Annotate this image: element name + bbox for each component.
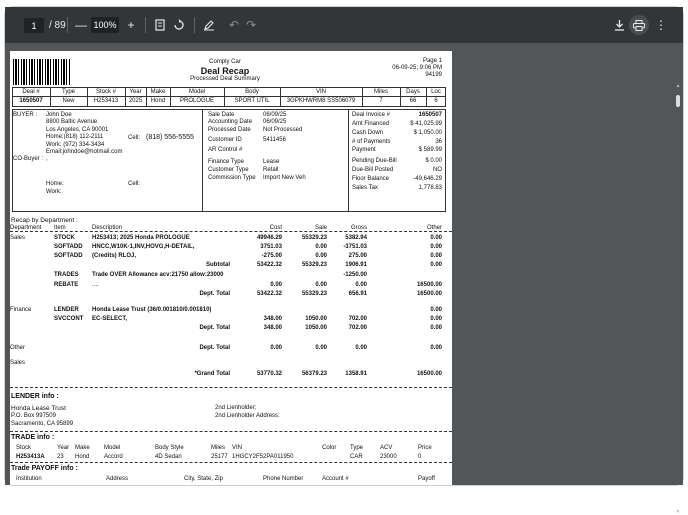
column-divider (50, 87, 51, 107)
recap-cost: 0.00 (270, 282, 282, 288)
column-divider (362, 87, 363, 107)
recap-column-header: Other (426, 225, 442, 231)
recap-other: 0.00 (430, 244, 442, 250)
recap-sale: 0.00 (315, 282, 327, 288)
trade-column-header: Miles (211, 445, 226, 451)
buyer-address-line2: Los Angeles, CA 90001 (46, 127, 109, 133)
column-divider (400, 87, 401, 107)
column-divider (280, 87, 281, 107)
more-options-icon[interactable]: ⋮ (655, 18, 667, 32)
recap-sale: 0.00 (315, 253, 327, 259)
deal-column-value: Hond (150, 98, 166, 104)
trade-column-value: 0 (418, 454, 422, 460)
trade-column-value: 4D Sedan (155, 454, 182, 460)
deal-column-header: Loc (431, 89, 441, 95)
recap-description: HNCC,W10K-1,INV,HOVG,H-DETAIL, (92, 244, 195, 250)
trade-column-value: 23 (57, 454, 64, 460)
trade-column-header: Make (75, 445, 90, 451)
recap-item: SVCCONT (54, 316, 84, 322)
trade-column-value: 1HGCY2F52PA011950 (232, 454, 294, 460)
lender-address-line1: P.O. Box 997509 (11, 413, 56, 419)
scrollbar-thumb[interactable] (676, 95, 680, 107)
recap-total-label: *Grand Total (194, 371, 230, 377)
recap-other: 16500.00 (416, 291, 442, 297)
deal-column-header: Year (129, 89, 142, 95)
trade-column-header: Year (57, 445, 70, 451)
recap-other: 16500.00 (416, 371, 442, 377)
trade-column-value: 23000 (380, 454, 397, 460)
recap-other: 0.00 (430, 235, 442, 241)
toolbar-divider (194, 17, 195, 33)
recap-department: Finance (10, 307, 32, 313)
recap-sale: 55329.23 (301, 235, 327, 241)
recap-sale: 55329.23 (301, 262, 327, 268)
recap-other: 0.00 (430, 253, 442, 259)
recap-cost: 3751.03 (260, 244, 282, 250)
date-field-value: 06/09/25 (263, 112, 287, 118)
deal-info-value: $ 0.00 (425, 158, 442, 164)
date-field-value: Retail (263, 167, 279, 173)
trade-heading: TRADE info : (11, 434, 55, 441)
toolbar-divider (145, 17, 146, 33)
date-field-value: Lease (263, 159, 280, 165)
deal-column-value: PROLOGUE (179, 98, 214, 104)
recap-cost: 348.00 (263, 316, 282, 322)
recap-gross: 1358.91 (345, 371, 367, 377)
deal-column-header: Body (245, 89, 259, 95)
cobuyer-label: CO-Buyer : (13, 156, 44, 162)
report-datetime: 06-09-25; 9:06 PM (392, 65, 442, 71)
date-field-label: Customer Type (208, 167, 249, 173)
recap-item: STOCK (54, 235, 75, 241)
trade-column-header: Body Style (155, 445, 184, 451)
column-divider (170, 87, 171, 107)
recap-gross: 1906.91 (345, 262, 367, 268)
buyer-label: BUYER : (13, 112, 38, 118)
recap-item: REBATE (54, 282, 79, 288)
pdf-toolbar (5, 7, 683, 43)
toolbar-divider (67, 17, 68, 33)
trade-column-value: Accord (104, 454, 123, 460)
buyer-work-phone: Work: (972) 334-3434 (46, 142, 105, 148)
download-icon[interactable] (611, 17, 627, 33)
lender-address-line2: Sacramento, CA 95899 (11, 421, 74, 427)
barcode-image (13, 59, 71, 85)
recap-gross: 0.00 (355, 282, 367, 288)
buyer-home-phone: Home:(818) 112-2111 (46, 134, 104, 140)
deal-info-label: # of Payments (352, 139, 391, 145)
date-field-value: 5411456 (263, 137, 286, 143)
recap-gross: 702.00 (348, 325, 367, 331)
section-divider (10, 431, 452, 432)
recap-description: Honda Lease Trust (36/0.001810/0.001810) (92, 307, 212, 313)
recap-column-header: Cost (269, 225, 282, 231)
recap-cost: 348.00 (263, 325, 282, 331)
deal-info-label: Cash Down (352, 130, 384, 136)
deal-column-value: H253413 (93, 98, 119, 104)
section-divider (10, 462, 452, 463)
recap-description: .... (92, 282, 99, 288)
redo-icon[interactable]: ↷ (245, 18, 257, 32)
recap-gross: -3751.03 (343, 244, 367, 250)
deal-column-header: VIN (315, 89, 326, 95)
deal-info-label: Pending Due-Bill (352, 158, 397, 164)
recap-other: 0.00 (430, 316, 442, 322)
column-divider (125, 87, 126, 107)
lender-heading: LENDER info : (11, 393, 59, 400)
zoom-out-button[interactable]: — (75, 18, 87, 32)
deal-info-label: Deal Invoice # (352, 112, 391, 118)
buyer-cell-phone: (818) 556-5555 (146, 134, 194, 141)
trade-column-header: VIN (232, 445, 243, 451)
deal-column-value: 2025 (128, 98, 143, 104)
trade-column-header: Type (350, 445, 364, 451)
recap-other: 16500.00 (416, 282, 442, 288)
deal-info-value: -49,646.29 (413, 176, 442, 182)
page-indicator (24, 18, 66, 33)
deal-column-value: 7 (379, 98, 383, 104)
trade-column-header: Color (322, 445, 337, 451)
date-field-value: Not Processed (263, 127, 303, 133)
second-lienholder-label: 2nd Lienholder: (215, 405, 257, 411)
date-field-label: AR Control # (208, 147, 243, 153)
recap-column-header: Department (10, 225, 42, 231)
column-divider (224, 87, 225, 107)
column-divider (146, 87, 147, 107)
deal-column-value: 66 (409, 98, 417, 104)
date-field-label: Finance Type (208, 159, 244, 165)
deal-info-value: NO (433, 167, 442, 173)
trade-column-header: Price (418, 445, 432, 451)
report-title: Deal Recap (200, 66, 250, 76)
deal-column-header: Deal # (22, 89, 40, 95)
scroll-up-arrow[interactable]: ▲ (675, 83, 681, 89)
deal-column-header: Model (188, 89, 206, 95)
recap-gross: 5382.94 (345, 235, 367, 241)
pdf-viewer-window (5, 7, 683, 515)
deal-info-label: Due-Bill Posted (352, 167, 394, 173)
date-field-label: Accounting Date (208, 119, 253, 125)
recap-description: H253413; 2025 Honda PROLOGUE (92, 235, 190, 241)
recap-column-header: Description (92, 225, 123, 231)
recap-item: SOFTADD (54, 244, 83, 250)
print-icon[interactable] (629, 15, 649, 35)
deal-info-label: Payment (352, 147, 376, 153)
recap-item: LENDER (54, 307, 79, 313)
buyer-cell-label: Cell: (128, 135, 141, 141)
column-divider (202, 109, 203, 212)
report-code: 94199 (425, 72, 442, 78)
recap-item: TRADES (54, 272, 79, 278)
recap-column-header: Item (54, 225, 66, 231)
deal-column-header: Stock # (95, 89, 116, 95)
trade-column-value: 25177 (211, 454, 228, 460)
deal-info-value: 36 (435, 139, 442, 145)
rotate-icon[interactable] (171, 17, 187, 33)
recap-cost: 53422.32 (256, 291, 282, 297)
recap-department: Sales (10, 235, 26, 241)
payoff-column-header: Payoff (418, 476, 435, 482)
fit-page-icon[interactable] (152, 17, 168, 33)
date-field-label: Sale Date (208, 112, 235, 118)
buyer-email: Email:johndoe@hotmail.com (46, 149, 123, 155)
recap-gross: 275.00 (348, 253, 367, 259)
recap-other: 0.00 (430, 307, 442, 313)
recap-cost: -275.00 (261, 253, 282, 259)
recap-cost: 53770.32 (256, 371, 282, 377)
deal-column-value: 1650507 (19, 98, 43, 104)
deal-info-value: 1,778.83 (418, 185, 442, 191)
column-divider (87, 87, 88, 107)
recap-bottom-divider (10, 387, 452, 388)
recap-department: Sales (10, 360, 26, 366)
recap-column-header: Gross (350, 225, 367, 231)
deal-column-header: Make (150, 89, 166, 95)
payoff-column-header: Phone Number (263, 476, 304, 482)
recap-gross: 702.00 (348, 316, 367, 322)
recap-description: EC-SELECT, (92, 316, 128, 322)
lender-name: Honda Lease Trust (11, 405, 66, 412)
trade-column-value: H253413A (16, 454, 45, 460)
date-field-label: Customer ID (208, 137, 242, 143)
date-field-label: Processed Date (208, 127, 251, 133)
deal-column-value: 6 (434, 98, 438, 104)
annotate-pen-icon[interactable] (201, 17, 217, 33)
recap-other: 0.00 (430, 325, 442, 331)
deal-column-value: 3GPKHWRM8 SS506079 (286, 98, 356, 104)
payoff-column-header: City, State, Zip (184, 476, 223, 482)
recap-sale: 56379.23 (301, 371, 327, 377)
buyer-name: John Doe (46, 112, 72, 118)
date-field-value: 06/09/25 (263, 119, 287, 125)
scroll-down-arrow[interactable]: ▼ (675, 509, 681, 515)
recap-total-label: Dept. Total (199, 325, 230, 331)
vertical-scrollbar[interactable] (675, 83, 681, 515)
recap-header-divider (10, 231, 452, 232)
deal-column-value: New (62, 98, 75, 104)
page-total-label: / 89 (49, 20, 66, 31)
deal-info-value: $ 1,050.00 (413, 130, 442, 136)
trade-column-header: Stock (16, 445, 32, 451)
payoff-column-header: Address (106, 476, 129, 482)
company-name: Comply Car (209, 59, 241, 65)
deal-info-label: Sales Tax (352, 185, 378, 191)
deal-column-value: SPORT UTIL (234, 98, 270, 104)
recap-total-label: Dept. Total (199, 291, 230, 297)
recap-description: Trade OVER Allowance acv:21750 allow:23000 (92, 272, 224, 278)
trade-column-header: Model (104, 445, 121, 451)
recap-cost: 0.00 (270, 345, 282, 351)
trade-column-header: ACV (380, 445, 393, 451)
cobuyer-name: , (46, 156, 48, 162)
recap-department: Other (10, 345, 26, 351)
recap-gross: -1250.00 (343, 272, 367, 278)
recap-sale: 55329.23 (301, 291, 327, 297)
date-field-label: Commission Type (208, 175, 256, 181)
recap-sale: 0.00 (315, 345, 327, 351)
document-viewport[interactable] (5, 43, 683, 515)
column-divider (426, 87, 427, 107)
deal-column-header: Miles (373, 89, 388, 95)
recap-sale: 1050.00 (305, 316, 327, 322)
recap-total-label: Subtotal (206, 262, 230, 268)
deal-info-value: 1650507 (418, 112, 442, 118)
recap-cost: 53422.32 (256, 262, 282, 268)
payoff-column-header: Institution (16, 476, 42, 482)
recap-total-label: Dept. Total (199, 345, 230, 351)
zoom-in-button[interactable]: + (127, 18, 135, 32)
cobuyer-home-label: Home: (46, 181, 64, 187)
buyer-address-line1: 8800 Baltic Avenue (46, 119, 98, 125)
deal-column-header: Type (61, 89, 75, 95)
column-divider (348, 109, 349, 212)
recap-sale: 1050.00 (305, 325, 327, 331)
recap-sale: 0.00 (315, 244, 327, 250)
second-lienholder-address-label: 2nd Lienholder Address: (215, 413, 280, 419)
deal-info-value: $ 41,025.99 (410, 121, 442, 127)
recap-gross: 656.91 (348, 291, 367, 297)
undo-icon[interactable]: ↶ (228, 18, 240, 32)
deal-column-header: Days (406, 89, 420, 95)
deal-info-label: Floor Balance (352, 176, 390, 182)
payoff-heading: Trade PAYOFF info : (11, 465, 78, 472)
recap-cost: 49946.29 (256, 235, 282, 241)
zoom-level-input[interactable]: 100% (91, 17, 119, 33)
recap-description: (Credits) RLOJ, (92, 253, 137, 259)
recap-column-header: Sale (314, 225, 327, 231)
page-number-input[interactable]: 1 (24, 18, 44, 33)
pdf-page (10, 51, 452, 485)
recap-other: 0.00 (430, 262, 442, 268)
cobuyer-work-label: Work: (46, 189, 62, 195)
date-field-value: Import New Veh (263, 175, 306, 181)
deal-info-label: Amt Financed (352, 121, 390, 127)
recap-gross: 0.00 (355, 345, 367, 351)
recap-heading: Recap by Department : (11, 217, 78, 224)
recap-item: SOFTADD (54, 253, 83, 259)
page-label: Page 1 (422, 58, 442, 64)
trade-column-value: CAR (350, 454, 363, 460)
trade-column-value: Hond (75, 454, 90, 460)
deal-info-value: $ 589.99 (418, 147, 442, 153)
report-subtitle: Processed Deal Summary (190, 76, 260, 82)
cobuyer-cell-label: Cell: (128, 181, 141, 187)
recap-other: 0.00 (430, 345, 442, 351)
payoff-column-header: Account # (322, 476, 349, 482)
